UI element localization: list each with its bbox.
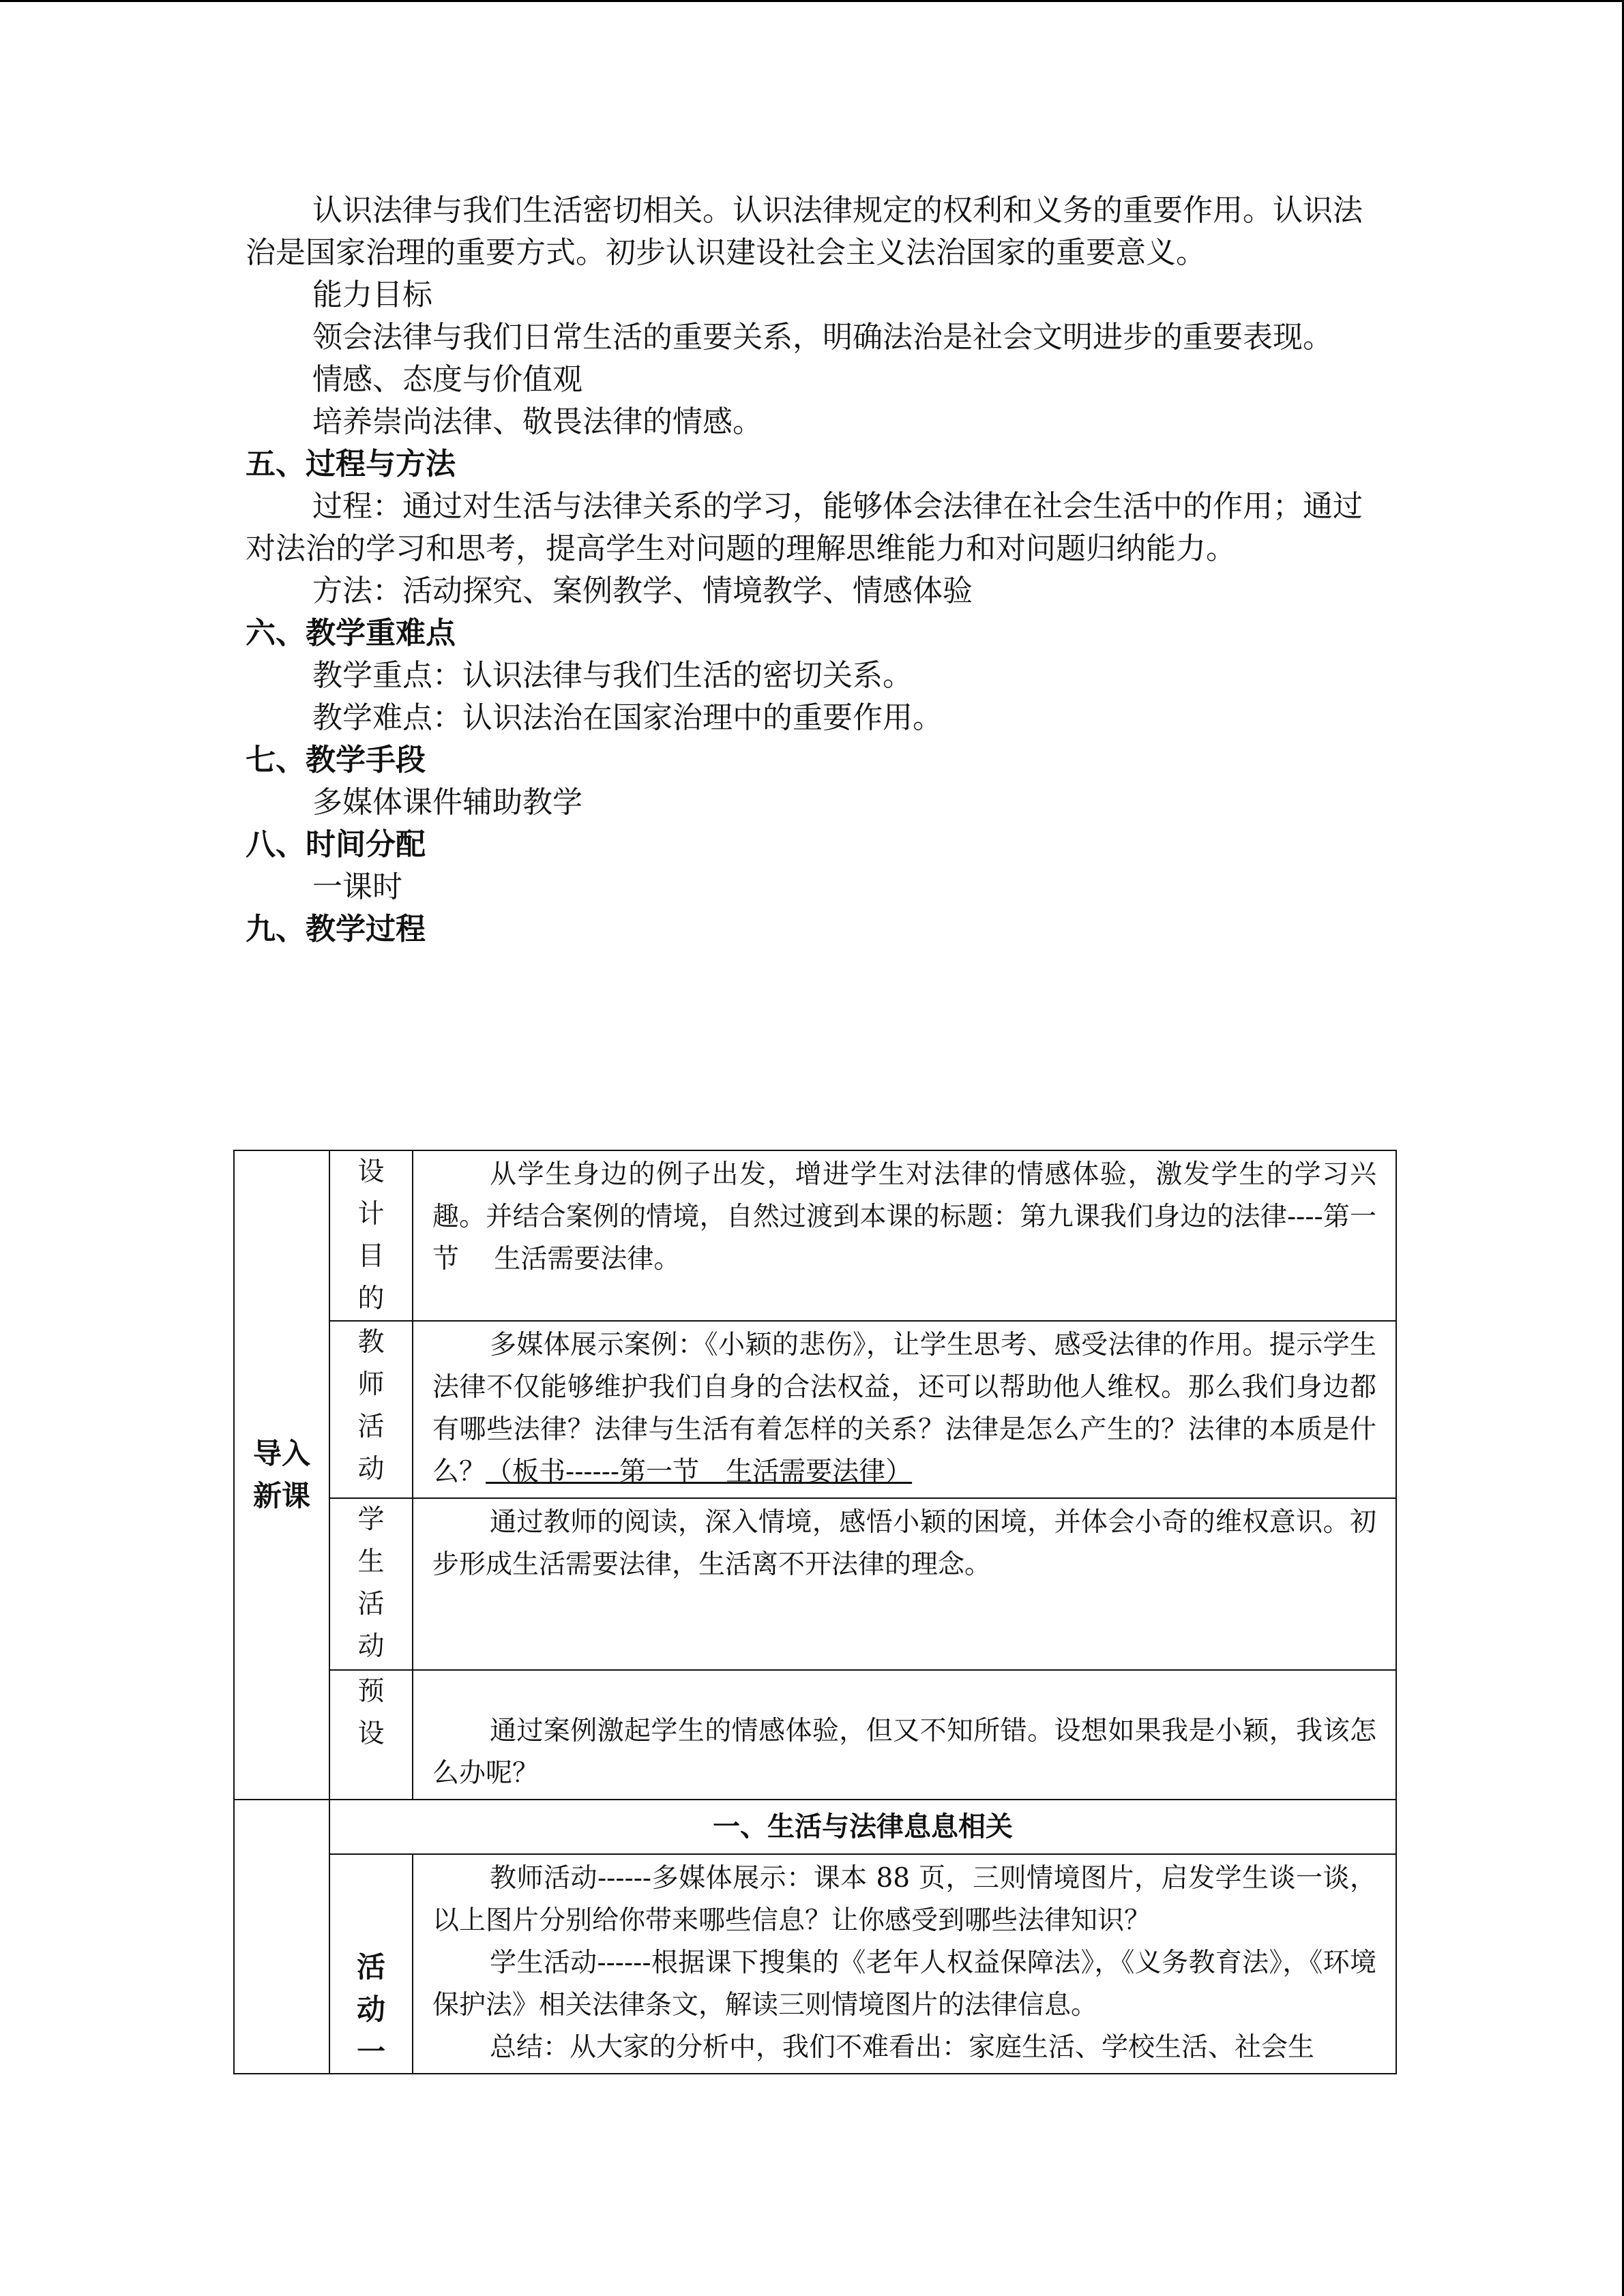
label-char: 目 <box>357 1241 385 1272</box>
intro-label-line1: 导入 <box>252 1437 310 1470</box>
section-heading-key-points: 六、教学重难点 <box>246 616 456 651</box>
label-char: 的 <box>357 1283 385 1314</box>
design-label-cell <box>329 1150 413 1321</box>
label-char: 动 <box>356 1993 385 2026</box>
label-char: 预 <box>357 1676 385 1707</box>
student-activity-cell <box>413 1498 1396 1670</box>
section-heading-teaching-means: 七、教学手段 <box>246 743 426 777</box>
label-char: 活 <box>357 1589 385 1620</box>
lesson-process-table <box>233 1150 1397 2074</box>
teaching-means-paragraph: 多媒体课件辅助教学 <box>312 785 582 820</box>
activity-one-cell <box>413 1854 1396 2074</box>
activity-one-teacher-text: 教师活动------多媒体展示：课本 88 页，三则情境图片，启发学生谈一谈，以上图片分别给你带来哪些信息？让你感受到哪些法律知识？ <box>432 1863 1376 1936</box>
section-heading-teaching-process: 九、教学过程 <box>246 912 426 946</box>
emotion-goal-title: 情感、态度与价值观 <box>312 362 582 397</box>
emotion-goal-paragraph: 培养崇尚法律、敬畏法律的情感。 <box>312 404 763 439</box>
student-activity-text: 通过教师的阅读，深入情境，感悟小颖的困境，并体会小奇的维权意识。初步形成生活需要法律，生活离不开法律的理念。 <box>432 1507 1376 1580</box>
ability-goal-title: 能力目标 <box>312 278 432 312</box>
preset-cell <box>413 1670 1396 1800</box>
section-heading-process-method: 五、过程与方法 <box>246 447 456 481</box>
document-body <box>246 190 1391 951</box>
activity-one-summary-text: 总结：从大家的分析中，我们不难看出：家庭生活、学校生活、社会生 <box>490 2032 1315 2063</box>
student-label-cell <box>329 1498 413 1670</box>
difficult-point-paragraph: 教学难点：认识法治在国家治理中的重要作用。 <box>312 700 943 735</box>
section-title-cell: 一、生活与法律息息相关 <box>329 1800 1396 1854</box>
table-row-section-title <box>234 1800 1396 1854</box>
label-char: 动 <box>357 1454 385 1485</box>
table-row-activity-one <box>234 1854 1396 2074</box>
label-char: 教 <box>357 1327 385 1358</box>
table-row-design <box>234 1150 1396 1321</box>
knowledge-goal-paragraph: 认识法律与我们生活密切相关。认识法律规定的权利和义务的重要作用。认识法治是国家治理的重要方式。初步认识建设社会主义法治国家的重要意义。 <box>246 193 1363 270</box>
board-note: （板书------第一节 生活需要法律） <box>486 1457 913 1487</box>
label-char: 动 <box>357 1631 385 1662</box>
section-heading-time: 八、时间分配 <box>246 827 426 862</box>
time-paragraph: 一课时 <box>312 869 402 904</box>
activity-one-label-cell <box>329 1854 413 2074</box>
label-char: 设 <box>357 1157 385 1187</box>
design-purpose-cell <box>413 1150 1396 1321</box>
label-char: 学 <box>357 1504 385 1535</box>
design-purpose-text: 从学生身边的例子出发，增进学生对法律的情感体验，激发学生的学习兴趣。并结合案例的情境，自然过渡到本课的标题：第九课我们身边的法律----第一节 生活需要法律。 <box>432 1159 1376 1274</box>
intro-new-lesson-cell <box>234 1150 329 1800</box>
label-char: 生 <box>357 1547 385 1577</box>
page-top-border <box>0 0 1624 2</box>
label-char: 一 <box>356 2035 385 2068</box>
ability-goal-paragraph: 领会法律与我们日常生活的重要关系，明确法治是社会文明进步的重要表现。 <box>312 320 1333 355</box>
preset-label-cell <box>329 1670 413 1800</box>
table-row-preset <box>234 1670 1396 1800</box>
table-row-student <box>234 1498 1396 1670</box>
intro-label-line2: 新课 <box>252 1479 310 1512</box>
process-paragraph: 过程：通过对生活与法律关系的学习，能够体会法律在社会生活中的作用；通过对法治的学习和思考，提高学生对问题的理解思维能力和对问题归纳能力。 <box>246 489 1363 566</box>
label-char: 活 <box>356 1950 385 1984</box>
label-char: 活 <box>357 1412 385 1442</box>
teacher-label-cell <box>329 1321 413 1498</box>
activity-one-student-text: 学生活动------根据课下搜集的《老年人权益保障法》，《义务教育法》，《环境保护法》相关法律条文，解读三则情境图片的法律信息。 <box>432 1948 1376 2021</box>
method-paragraph: 方法：活动探究、案例教学、情境教学、情感体验 <box>312 573 973 608</box>
key-point-paragraph: 教学重点：认识法律与我们生活的密切关系。 <box>312 658 913 693</box>
table-row-teacher <box>234 1321 1396 1498</box>
label-char: 师 <box>357 1369 385 1400</box>
empty-label-cell <box>234 1800 329 2074</box>
label-char: 设 <box>357 1718 385 1749</box>
preset-text: 通过案例激起学生的情感体验，但又不知所错。设想如果我是小颖，我该怎么办呢？ <box>432 1716 1376 1789</box>
teacher-activity-text: 多媒体展示案例：《小颖的悲伤》，让学生思考、感受法律的作用。提示学生法律不仅能够维护我们自身的合法权益，还可以帮助他人维权。那么我们身边都有哪些法律？法律与生活有着怎样的关系？法律是怎么产生的？法律的本质是什么？ <box>432 1330 1376 1487</box>
label-char: 计 <box>357 1199 385 1229</box>
teacher-activity-cell <box>413 1321 1396 1498</box>
